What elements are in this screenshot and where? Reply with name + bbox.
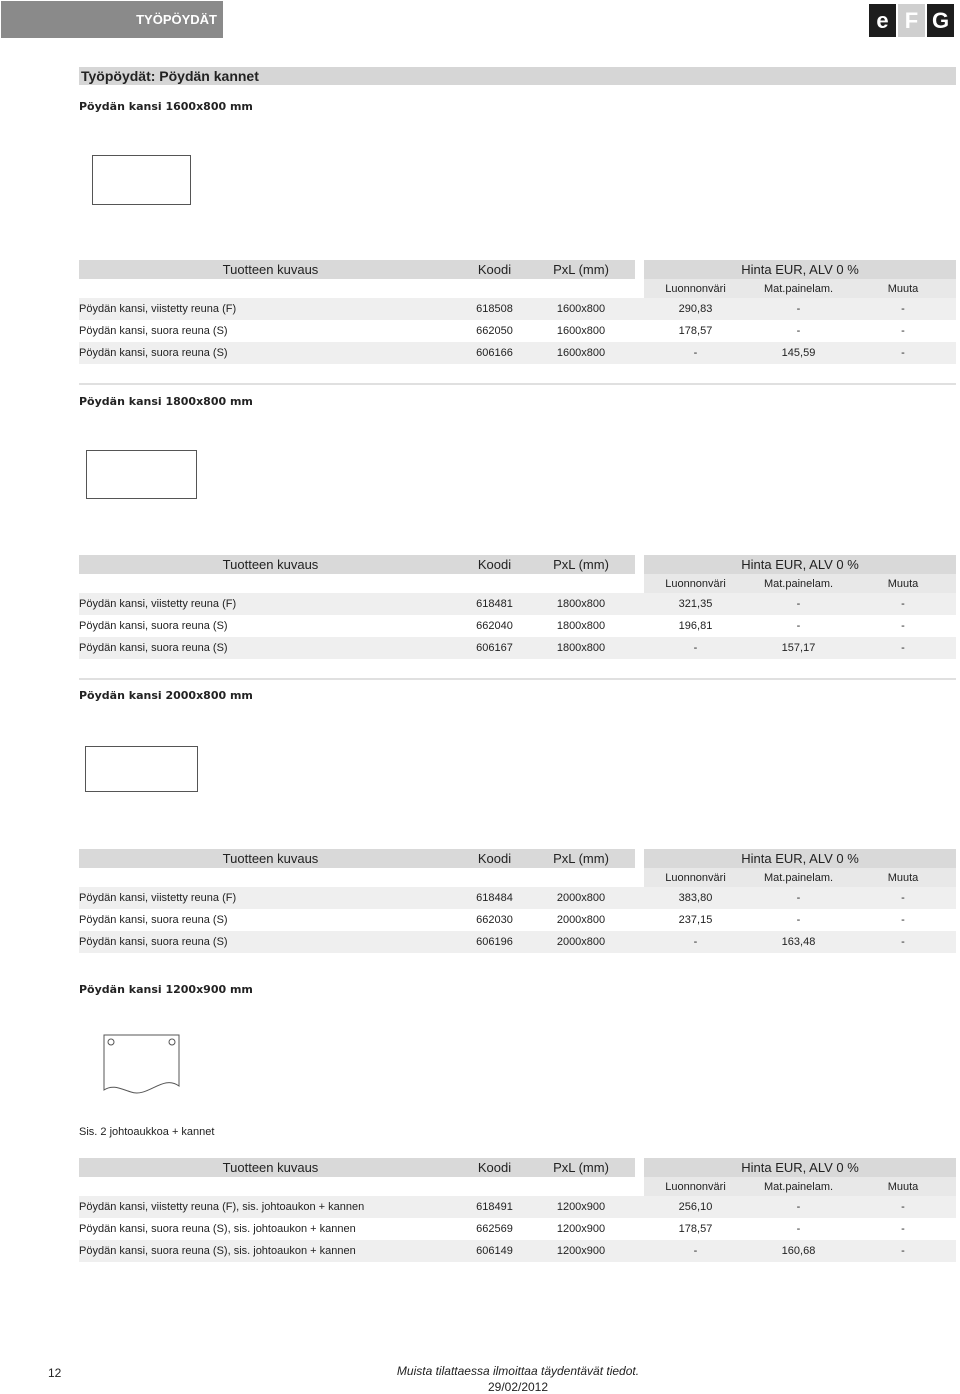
header-natural: Luonnonväri xyxy=(644,574,747,593)
cell-laminate: - xyxy=(747,593,850,615)
cell-description: Pöydän kansi, viistetty reuna (F), sis. johtoaukon + kannen xyxy=(79,1196,462,1218)
product-table xyxy=(79,849,956,953)
table-row xyxy=(79,615,956,637)
cell-code: 606149 xyxy=(462,1240,527,1262)
cable-hole xyxy=(169,1039,175,1045)
cell-description: Pöydän kansi, suora reuna (S) xyxy=(79,620,228,632)
table-row xyxy=(79,909,956,931)
cell-size: 1600x800 xyxy=(527,298,635,320)
cell-other: - xyxy=(901,325,905,337)
cell-natural: - xyxy=(644,931,747,953)
section-1800x800 xyxy=(79,394,956,666)
header-laminate: Mat.painelam. xyxy=(747,279,850,298)
cell-other: - xyxy=(850,1196,956,1218)
cell-natural: 196,81 xyxy=(678,620,713,632)
table-row xyxy=(79,1218,956,1240)
cell-natural: - xyxy=(644,342,747,364)
table-row xyxy=(79,887,956,909)
section-divider xyxy=(79,678,956,680)
cell-description: Pöydän kansi, suora reuna (S), sis. johtoaukon + kannen xyxy=(79,1223,356,1235)
cell-natural: - xyxy=(644,1240,747,1262)
cell-other: - xyxy=(901,1223,905,1235)
cell-natural: 321,35 xyxy=(644,593,747,615)
tabletop-drawing xyxy=(92,155,191,205)
cell-laminate: - xyxy=(747,1196,850,1218)
cell-description: Pöydän kansi, suora reuna (S) xyxy=(79,637,462,659)
page-number: 12 xyxy=(48,1366,62,1380)
header-price: Hinta EUR, ALV 0 % xyxy=(644,260,956,279)
cell-laminate: 157,17 xyxy=(747,637,850,659)
section-2000x800 xyxy=(79,688,956,960)
cell-code: 662050 xyxy=(476,325,513,337)
header-natural: Luonnonväri xyxy=(644,279,747,298)
header-price: Hinta EUR, ALV 0 % xyxy=(644,849,956,868)
section-tab-label: TYÖPÖYDÄT xyxy=(136,12,217,27)
table-row xyxy=(79,320,956,342)
cell-description: Pöydän kansi, suora reuna (S) xyxy=(79,325,228,337)
cell-other: - xyxy=(850,342,956,364)
header-other: Muuta xyxy=(850,868,956,887)
cell-laminate: - xyxy=(796,914,801,926)
cell-description: Pöydän kansi, suora reuna (S) xyxy=(79,914,228,926)
header-description: Tuotteen kuvaus xyxy=(79,1158,462,1177)
cell-other: - xyxy=(901,620,905,632)
cell-other: - xyxy=(901,914,905,926)
footer-date: 29/02/2012 xyxy=(487,1380,549,1394)
cell-code: 662030 xyxy=(476,914,513,926)
cell-natural: 256,10 xyxy=(644,1196,747,1218)
cell-other: - xyxy=(850,593,956,615)
cell-laminate: 163,48 xyxy=(747,931,850,953)
cell-natural: 290,83 xyxy=(644,298,747,320)
tabletop-with-cable-holes-drawing xyxy=(103,1034,181,1096)
header-description: Tuotteen kuvaus xyxy=(79,260,462,279)
header-price: Hinta EUR, ALV 0 % xyxy=(644,555,956,574)
table-subheader xyxy=(79,868,956,887)
cell-code: 618484 xyxy=(462,887,527,909)
cell-natural: 178,57 xyxy=(678,325,713,337)
cell-laminate: - xyxy=(796,620,801,632)
table-row xyxy=(79,1240,956,1262)
table-header xyxy=(79,849,956,868)
section-1200x900 xyxy=(79,982,956,1272)
cell-description: Pöydän kansi, suora reuna (S) xyxy=(79,342,462,364)
header-laminate: Mat.painelam. xyxy=(747,574,850,593)
cell-laminate: - xyxy=(747,298,850,320)
section-tab xyxy=(1,1,223,38)
header-code: Koodi xyxy=(462,555,527,574)
logo-letter-f: F xyxy=(898,4,925,37)
cell-description: Pöydän kansi, viistetty reuna (F) xyxy=(79,593,462,615)
header-laminate: Mat.painelam. xyxy=(747,1177,850,1196)
tabletop-drawing xyxy=(85,746,198,792)
table-header xyxy=(79,260,956,279)
header-natural: Luonnonväri xyxy=(644,868,747,887)
cell-code: 618491 xyxy=(462,1196,527,1218)
cell-laminate: 145,59 xyxy=(747,342,850,364)
header-size: PxL (mm) xyxy=(527,849,635,868)
cell-natural: 237,15 xyxy=(678,914,713,926)
cell-code: 606166 xyxy=(462,342,527,364)
cell-laminate: - xyxy=(747,887,850,909)
cell-natural: 383,80 xyxy=(644,887,747,909)
table-row xyxy=(79,931,956,953)
table-subheader xyxy=(79,574,956,593)
header-price: Hinta EUR, ALV 0 % xyxy=(644,1158,956,1177)
cell-natural: 178,57 xyxy=(678,1223,713,1235)
cell-size: 2000x800 xyxy=(527,887,635,909)
cell-other: - xyxy=(850,1240,956,1262)
cell-other: - xyxy=(850,637,956,659)
cell-other: - xyxy=(850,298,956,320)
product-table xyxy=(79,1158,956,1262)
cell-size: 1200x900 xyxy=(527,1196,635,1218)
logo-letter-g: G xyxy=(927,4,954,37)
cell-code: 618508 xyxy=(462,298,527,320)
cell-size: 1800x800 xyxy=(527,637,635,659)
cell-code: 618481 xyxy=(462,593,527,615)
cell-size: 1800x800 xyxy=(527,593,635,615)
product-table xyxy=(79,555,956,659)
header-other: Muuta xyxy=(850,279,956,298)
cell-other: - xyxy=(850,887,956,909)
product-table xyxy=(79,260,956,364)
section-title: Pöydän kansi 1800x800 mm xyxy=(79,395,253,408)
cell-description: Pöydän kansi, viistetty reuna (F) xyxy=(79,887,462,909)
footer-note: Muista tilattaessa ilmoittaa täydentävät tiedot. xyxy=(396,1364,640,1378)
cell-description: Pöydän kansi, suora reuna (S) xyxy=(79,931,462,953)
cable-hole xyxy=(108,1039,114,1045)
table-subheader xyxy=(79,279,956,298)
table-row xyxy=(79,593,956,615)
table-row xyxy=(79,298,956,320)
header-description: Tuotteen kuvaus xyxy=(79,555,462,574)
header-other: Muuta xyxy=(850,574,956,593)
page-title: Työpöydät: Pöydän kannet xyxy=(79,67,956,85)
section-title: Pöydän kansi 2000x800 mm xyxy=(79,689,253,702)
header-size: PxL (mm) xyxy=(527,555,635,574)
cell-size: 1200x900 xyxy=(527,1240,635,1262)
cell-size: 1200x900 xyxy=(556,1223,606,1235)
cell-code: 662569 xyxy=(476,1223,513,1235)
section-1600x800 xyxy=(79,99,956,371)
logo-letter-e: e xyxy=(869,4,896,37)
cell-other: - xyxy=(850,931,956,953)
table-header xyxy=(79,555,956,574)
section-title: Pöydän kansi 1200x900 mm xyxy=(79,983,253,996)
efg-logo xyxy=(869,4,954,37)
cell-code: 606167 xyxy=(462,637,527,659)
table-header xyxy=(79,1158,956,1177)
section-note: Sis. 2 johtoaukkoa + kannet xyxy=(79,1126,215,1138)
header-natural: Luonnonväri xyxy=(644,1177,747,1196)
table-row xyxy=(79,637,956,659)
table-row xyxy=(79,1196,956,1218)
header-size: PxL (mm) xyxy=(527,1158,635,1177)
cell-description: Pöydän kansi, viistetty reuna (F) xyxy=(79,298,462,320)
header-code: Koodi xyxy=(462,849,527,868)
cell-natural: - xyxy=(644,637,747,659)
table-row xyxy=(79,342,956,364)
header-code: Koodi xyxy=(462,1158,527,1177)
cell-description: Pöydän kansi, suora reuna (S), sis. johtoaukon + kannen xyxy=(79,1240,462,1262)
cell-size: 1600x800 xyxy=(527,342,635,364)
tabletop-drawing xyxy=(86,450,197,499)
cell-laminate: - xyxy=(796,325,801,337)
cell-laminate: 160,68 xyxy=(747,1240,850,1262)
cell-laminate: - xyxy=(796,1223,801,1235)
header-code: Koodi xyxy=(462,260,527,279)
header-laminate: Mat.painelam. xyxy=(747,868,850,887)
cell-size: 2000x800 xyxy=(556,914,606,926)
cell-size: 1600x800 xyxy=(556,325,606,337)
cell-code: 662040 xyxy=(476,620,513,632)
header-description: Tuotteen kuvaus xyxy=(79,849,462,868)
section-title: Pöydän kansi 1600x800 mm xyxy=(79,100,253,113)
cell-size: 2000x800 xyxy=(527,931,635,953)
header-other: Muuta xyxy=(850,1177,956,1196)
cell-code: 606196 xyxy=(462,931,527,953)
section-divider xyxy=(79,383,956,385)
header-size: PxL (mm) xyxy=(527,260,635,279)
table-subheader xyxy=(79,1177,956,1196)
cell-size: 1800x800 xyxy=(556,620,606,632)
